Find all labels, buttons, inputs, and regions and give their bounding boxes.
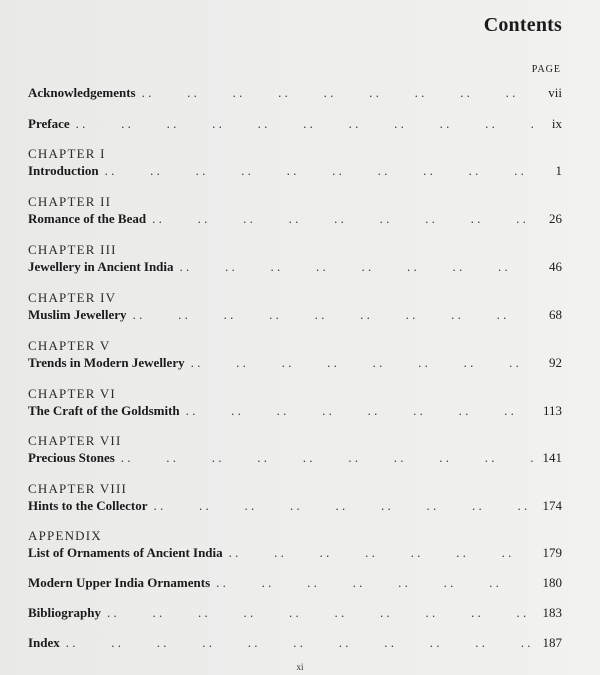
dot-leader	[121, 449, 534, 467]
toc-entry-chapter-8[interactable]	[28, 481, 562, 515]
toc-entry-chapter-7[interactable]	[28, 433, 562, 467]
toc-page-number: 141	[542, 450, 562, 465]
toc-page-number: 180	[542, 575, 562, 590]
dot-leader	[152, 210, 534, 228]
dot-leader	[180, 258, 534, 276]
toc-entry-title: Preface	[28, 116, 70, 131]
page-title: Contents	[483, 14, 562, 36]
toc-entry-chapter-6[interactable]	[28, 386, 562, 420]
chapter-label: CHAPTER V	[28, 338, 111, 353]
toc-page-number: 174	[542, 498, 562, 513]
toc-entry-title: Index	[28, 635, 60, 650]
toc-entry-chapter-1[interactable]	[28, 146, 562, 180]
toc-entry-chapter-5[interactable]	[28, 338, 562, 372]
toc-page-number: 92	[549, 355, 562, 370]
toc-entry-preface[interactable]	[28, 115, 562, 133]
toc-entry-index[interactable]	[28, 634, 562, 652]
dot-leader	[76, 115, 534, 133]
toc-entry-chapter-3[interactable]	[28, 242, 562, 276]
dot-leader	[229, 544, 534, 562]
toc-entry-acknowledgements[interactable]	[28, 84, 562, 102]
toc-entry-bibliography[interactable]	[28, 604, 562, 622]
toc-entry-title: Jewellery in Ancient India	[28, 259, 174, 274]
page-column-label: PAGE	[531, 64, 561, 75]
dot-leader	[154, 497, 534, 515]
toc-page-number: 26	[549, 211, 562, 226]
dot-leader	[66, 634, 534, 652]
toc-page-number: 1	[555, 163, 562, 178]
toc-page-number: ix	[551, 116, 562, 131]
toc-entry-modern-upper-india-ornaments[interactable]	[28, 574, 562, 592]
toc-page-number: 179	[542, 545, 562, 560]
page-folio: xi	[296, 662, 304, 672]
dot-leader	[142, 84, 534, 102]
chapter-label: CHAPTER III	[28, 242, 117, 257]
toc-page-number: 113	[542, 403, 562, 418]
toc-entry-title: Precious Stones	[28, 450, 115, 465]
toc-page-number: vii	[548, 85, 562, 100]
toc-entry-appendix[interactable]	[28, 528, 562, 562]
chapter-label: CHAPTER VI	[28, 386, 116, 401]
dot-leader	[186, 402, 534, 420]
toc-page-number: 187	[542, 635, 562, 650]
toc-entry-title: Acknowledgements	[28, 85, 136, 100]
toc-entry-chapter-2[interactable]	[28, 194, 562, 228]
toc-entry-title: Romance of the Bead	[28, 211, 147, 226]
toc-entry-title: Modern Upper India Ornaments	[28, 575, 211, 590]
toc-entry-title: Muslim Jewellery	[28, 307, 127, 322]
toc-entry-title: Trends in Modern Jewellery	[28, 355, 185, 370]
chapter-label: CHAPTER I	[28, 146, 106, 161]
toc-entry-title: Hints to the Collector	[28, 498, 148, 513]
toc-page-number: 68	[549, 307, 562, 322]
chapter-label: CHAPTER VII	[28, 433, 122, 448]
chapter-label: CHAPTER II	[28, 194, 112, 209]
toc-page-number: 183	[542, 605, 562, 620]
appendix-label: APPENDIX	[28, 528, 102, 543]
dot-leader	[107, 604, 534, 622]
dot-leader	[216, 574, 534, 592]
chapter-label: CHAPTER VIII	[28, 481, 128, 496]
chapter-label: CHAPTER IV	[28, 290, 117, 305]
toc-entry-title: List of Ornaments of Ancient India	[28, 545, 223, 560]
toc-page-number: 46	[549, 259, 562, 274]
toc-entry-title: The Craft of the Goldsmith	[28, 403, 180, 418]
dot-leader	[105, 162, 534, 180]
dot-leader	[191, 354, 534, 372]
dot-leader	[133, 306, 534, 324]
toc-entry-title: Bibliography	[28, 605, 101, 620]
toc-entry-chapter-4[interactable]	[28, 290, 562, 324]
toc-entry-title: Introduction	[28, 163, 99, 178]
